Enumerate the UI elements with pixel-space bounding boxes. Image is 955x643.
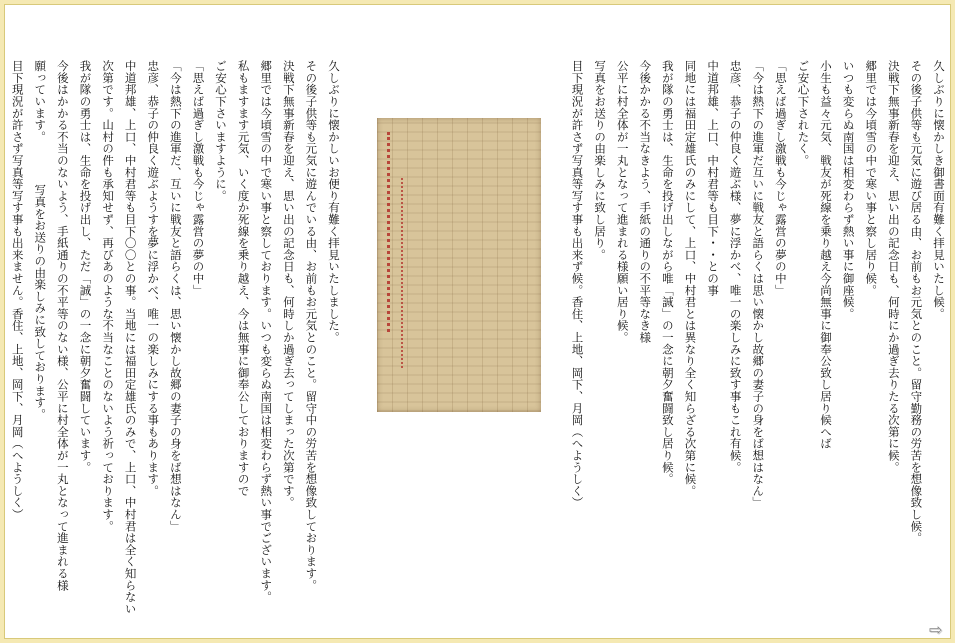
red-ink-annotation — [387, 132, 393, 332]
modern-translation — [10, 60, 345, 620]
original-text-line: 今後かかる不当なきよう、手紙の通りの不平等なき様 — [638, 60, 653, 344]
original-text-line: ご安心下されたく。 — [796, 60, 811, 167]
modern-text-line: 「思えば過ぎし激戦も今じゃ露営の夢の中」 — [191, 60, 206, 296]
modern-text-line: 決戦下無事新春を迎え、思い出の記念日も、何時しか過ぎ去ってしまった次第です。 — [281, 60, 296, 509]
modern-text-line: 目下現況が許さず写真等写す事も出来ません。香住、上地、岡下、月岡（へようしく） — [10, 60, 25, 521]
modern-text-line: 久しぶりに懐かしいお便り有難く拝見いたしました。 — [327, 60, 341, 344]
modern-text-line: 我が隊の勇士は、生命を投げ出し、ただ「誠」の一念に朝夕奮闘しています。 — [78, 60, 93, 473]
modern-text-line: 今後はかかる不当のないよう、手紙通りの不平等のない様、公平に村全体が一丸となって進まれる様 — [55, 60, 70, 591]
original-text-line: 「今は熱下の進軍だ互いに戦友と語らくは思い懐かし故郷の妻子の身をば想はなん」 — [751, 60, 766, 509]
original-text-line: 同地には福田定雄氏のみにして、上口、中村君とは異なり全く知らざる次第に候。 — [683, 60, 698, 497]
original-text-line: 小生も益々元気、戦友が死線を乗り越え今尚無事に御奉公致し居り候へば — [819, 60, 834, 450]
original-text-line: 写真をお送りの由楽しみに致し居り。 — [593, 60, 608, 261]
original-text-line: 「思えば過ぎし激戦も今じゃ露営の夢の中」 — [773, 60, 788, 296]
modern-text-line: その後子供等も元気に遊んでいる由、お前もお元気とのこと。留守中の労苦を想像致しております。 — [304, 60, 319, 591]
original-text-line: 忠彦、恭子の仲良く遊ぶ様、夢に浮かべ、唯一の楽しみに致す事もこれ有候。 — [728, 60, 743, 473]
handwritten-letter-photo — [377, 118, 541, 412]
original-text-line: 久しぶりに懐かしき御書面有難く拝見いたし候。 — [932, 60, 946, 320]
original-text-line: 我が隊の勇士は、生命を投げ出しながら唯「誠」の一念に朝夕奮闘致し居り候。 — [660, 60, 675, 485]
original-text-line: 目下現況が許さず写真等写す事も出来ず候。香住、上地、岡下、月岡（へようしく） — [570, 60, 585, 509]
next-page-arrow-icon[interactable]: ⇨ — [929, 620, 943, 639]
original-text-line: いつも変らぬ南国は相変わらず熱い事に御座候。 — [841, 60, 856, 320]
original-transcription — [570, 60, 950, 620]
modern-text-line: 中道邦雄、上口、中村君等も目下〇〇との事。当地には福田定雄氏のみで、上口、中村君は全く知らない — [123, 60, 138, 615]
original-text-line: その後子供等も元気に遊び居る由、お前もお元気とのこと。留守勤務の労苦を想像致し候。 — [909, 60, 924, 544]
original-text-line: 公平に村全体が一丸となって進まれる様願い居り候。 — [615, 60, 630, 344]
modern-text-line: 私もますます元気、いく度か死線を乗り越え、今は無事に御奉公しておりますので — [236, 60, 251, 497]
original-text-line: 郷里では今頃雪の中で寒い事と察し居り候。 — [864, 60, 879, 296]
modern-text-line: 「今は熱下の進軍だ、互いに戦友と語らくは、思い懐かし故郷の妻子の身をば想はなん」 — [168, 60, 183, 532]
modern-text-line: 願っています。 写真をお送りの由楽しみに致しております。 — [33, 60, 48, 421]
original-text-line: 決戦下無事新春を迎え、思い出の記念日も、何時にか過ぎ去りたる次第に候。 — [886, 60, 901, 473]
modern-text-line: ご安心下さいますように。 — [214, 60, 229, 202]
red-ink-annotation — [401, 178, 405, 368]
modern-text-line: 郷里では今頃雪の中で寒い事と察しております。いつも変らぬ南国は相変わらず熱い事でございます。 — [259, 60, 274, 603]
original-text-line: 中道邦雄、上口、中村君等も目下・・との事 — [706, 60, 721, 296]
modern-text-line: 忠彦、恭子の仲良く遊ぶようすを夢に浮かべ、唯一の楽しみにする事もあります。 — [146, 60, 161, 497]
document-page — [4, 4, 951, 639]
modern-text-line: 次第です。山村の件も承知せず、再びあのような不当なことのないよう祈っております。 — [101, 60, 116, 532]
